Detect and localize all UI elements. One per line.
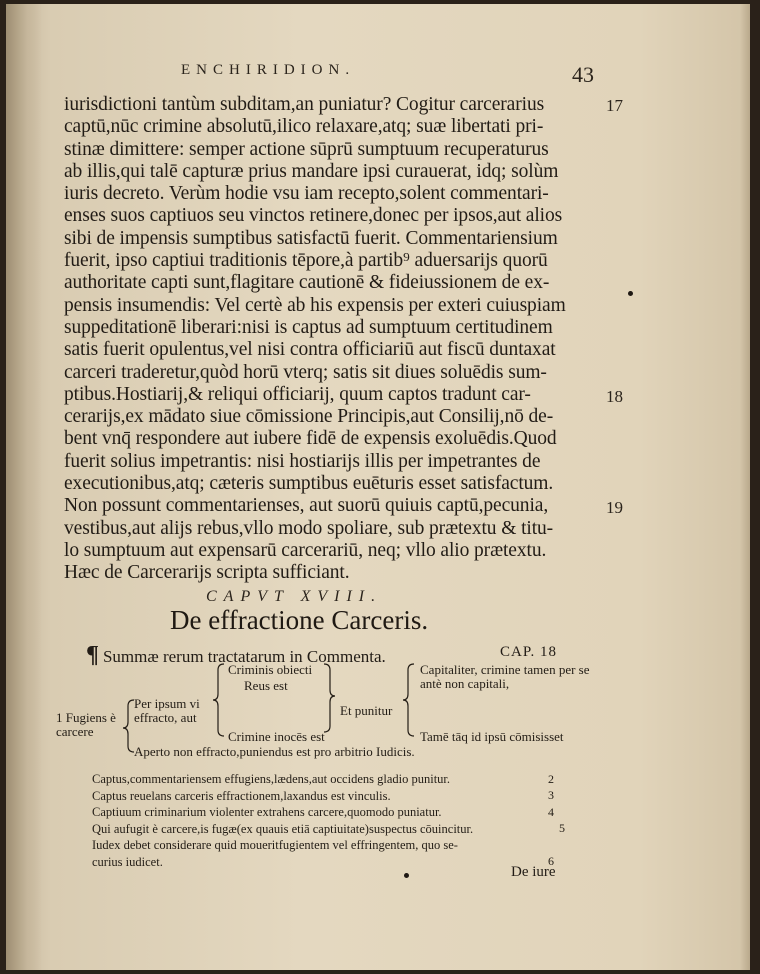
body-line: stinæ dimittere: semper actione sūprū sumptuum recuperaturus <box>64 138 549 160</box>
table-criminis-obiecti: Criminis obiecti <box>228 662 313 677</box>
body-line: iurisdictioni tantùm subditam,an puniatur? Cogitur carcerarius <box>64 94 545 115</box>
running-head: ENCHIRIDION. <box>181 62 356 78</box>
table-crimine-innocens: Crimine inocēs est <box>228 729 325 744</box>
margin-number: 18 <box>606 387 623 406</box>
body-line: ab illis,qui talē capturæ prius mandare ipsi curauerat, idq; solùm <box>64 160 559 182</box>
caput-label: CAPVT XVIII. <box>206 588 383 605</box>
body-line: bent vnq̄ respondere aut iubere fidē de expensis exoluēdis.Quod <box>64 428 557 450</box>
entry-number: 4 <box>548 805 554 819</box>
body-line: sibi de impensis sumptibus satisfactū fuerit. Commentariensium <box>64 227 558 249</box>
book-page <box>6 4 750 970</box>
entry-number: 3 <box>548 788 554 802</box>
body-line: captū,nūc crimine absolutū,ilico relaxare,atq; suæ libertati pri- <box>64 116 544 138</box>
table-per-ipsum: Per ipsum vi effracto, aut <box>134 696 200 725</box>
ink-dot <box>404 873 409 878</box>
body-line: executionibus,atq; cæteris sumptibus euēturis esset satisfactum. <box>64 473 554 495</box>
chapter-title: De effractione Carceris. <box>170 605 429 635</box>
cap-number-label: CAP. 18 <box>500 644 558 660</box>
margin-number: 17 <box>606 96 623 115</box>
summary-entry: curius iudicet. <box>92 854 163 869</box>
table-capitaliter: Capitaliter, crimine tamen per se antè non capitali, <box>420 662 590 691</box>
body-line: ptibus.Hostiarij,& reliqui officiarij, quum captos tradunt car- <box>64 383 531 405</box>
summary-entry: Iudex debet considerare quid moueritfugientem vel effringentem, quo se- <box>92 838 458 853</box>
body-line: iuris decreto. Verùm hodie vsu iam recepto,solent commentari- <box>64 183 549 205</box>
summary-entries <box>92 771 562 871</box>
ink-dot <box>628 291 633 296</box>
body-line: Non possunt commentarienses, aut suorū quiuis captū,pecunia, <box>64 495 549 517</box>
body-line: Hæc de Carcerarijs scripta sufficiant. <box>64 562 350 584</box>
body-line: cerarijs,ex mādato siue cōmissione Principis,aut Consilij,nō de- <box>64 406 554 428</box>
entry-number: 2 <box>548 772 554 786</box>
summary-heading-text: Summæ rerum tractatarum in Commenta. <box>102 647 386 666</box>
table-aperto: Aperto non effracto,puniendus est pro arbitrio Iudicis. <box>134 744 415 759</box>
summary-entry: Captiuum criminarium violenter extrahens carcere,quomodo puniatur. <box>92 805 442 820</box>
summary-entry: Captus,commentariensem effugiens,lædens,aut occidens gladio punitur. <box>92 772 451 786</box>
entry-number: 5 <box>559 821 565 835</box>
body-line: satis fuerit opulentus,vel nisi contra officiariū aut fiscū duntaxat <box>64 339 556 361</box>
margin-number: 19 <box>606 498 623 517</box>
body-line: suppeditationē liberari:nisi is captus ad sumptuum certitudinem <box>64 316 553 338</box>
body-line: vestibus,aut alijs rebus,vllo modo spoliare, sub prætextu & titu- <box>64 517 554 539</box>
page-number: 43 <box>572 62 594 87</box>
body-line: enses suos captiuos seu vinctos retinere,donec per ipsos,aut alios <box>64 205 563 227</box>
pilcrow-mark: ¶ <box>86 642 99 668</box>
body-line: authoritate capti sunt,flagitare cautionē & fideiussionem de ex- <box>64 272 550 294</box>
body-line: fuerit, ipso captiui traditionis tēpore,à partib⁹ aduersarijs quorū <box>64 250 548 272</box>
table-reus-est: Reus est <box>244 678 288 693</box>
entry-number: 6 <box>548 854 554 868</box>
body-line: lo sumptuum aut expensarū carcerariū, neq; vllo alio prætextu. <box>64 539 547 561</box>
bracket-punitur <box>403 664 414 736</box>
body-line: fuerit solius impetrantis: nisi hostiarijs illis per impetrantes de <box>64 450 541 472</box>
bracket-reus <box>324 664 335 732</box>
catchword: De iure <box>511 864 556 880</box>
summary-entry: Captus reuelans carceris effractionem,laxandus est vinculis. <box>92 788 391 803</box>
body-line: pensis insumendis: Vel certè ab his expensis per exteri cuiuspiam <box>64 294 566 316</box>
table-tamen: Tamē tāq id ipsū cōmisisset <box>420 729 564 744</box>
table-root: 1 Fugiens è carcere <box>56 710 116 739</box>
summary-entry: Qui aufugit è carcere,is fugæ(ex quauis etiā captiuitate)suspectus cōuincitur. <box>92 821 474 836</box>
table-et-punitur: Et punitur <box>340 703 393 718</box>
body-line: carceri traderetur,quòd horū vterq; satis sit diues soluēdis sum- <box>64 361 547 383</box>
